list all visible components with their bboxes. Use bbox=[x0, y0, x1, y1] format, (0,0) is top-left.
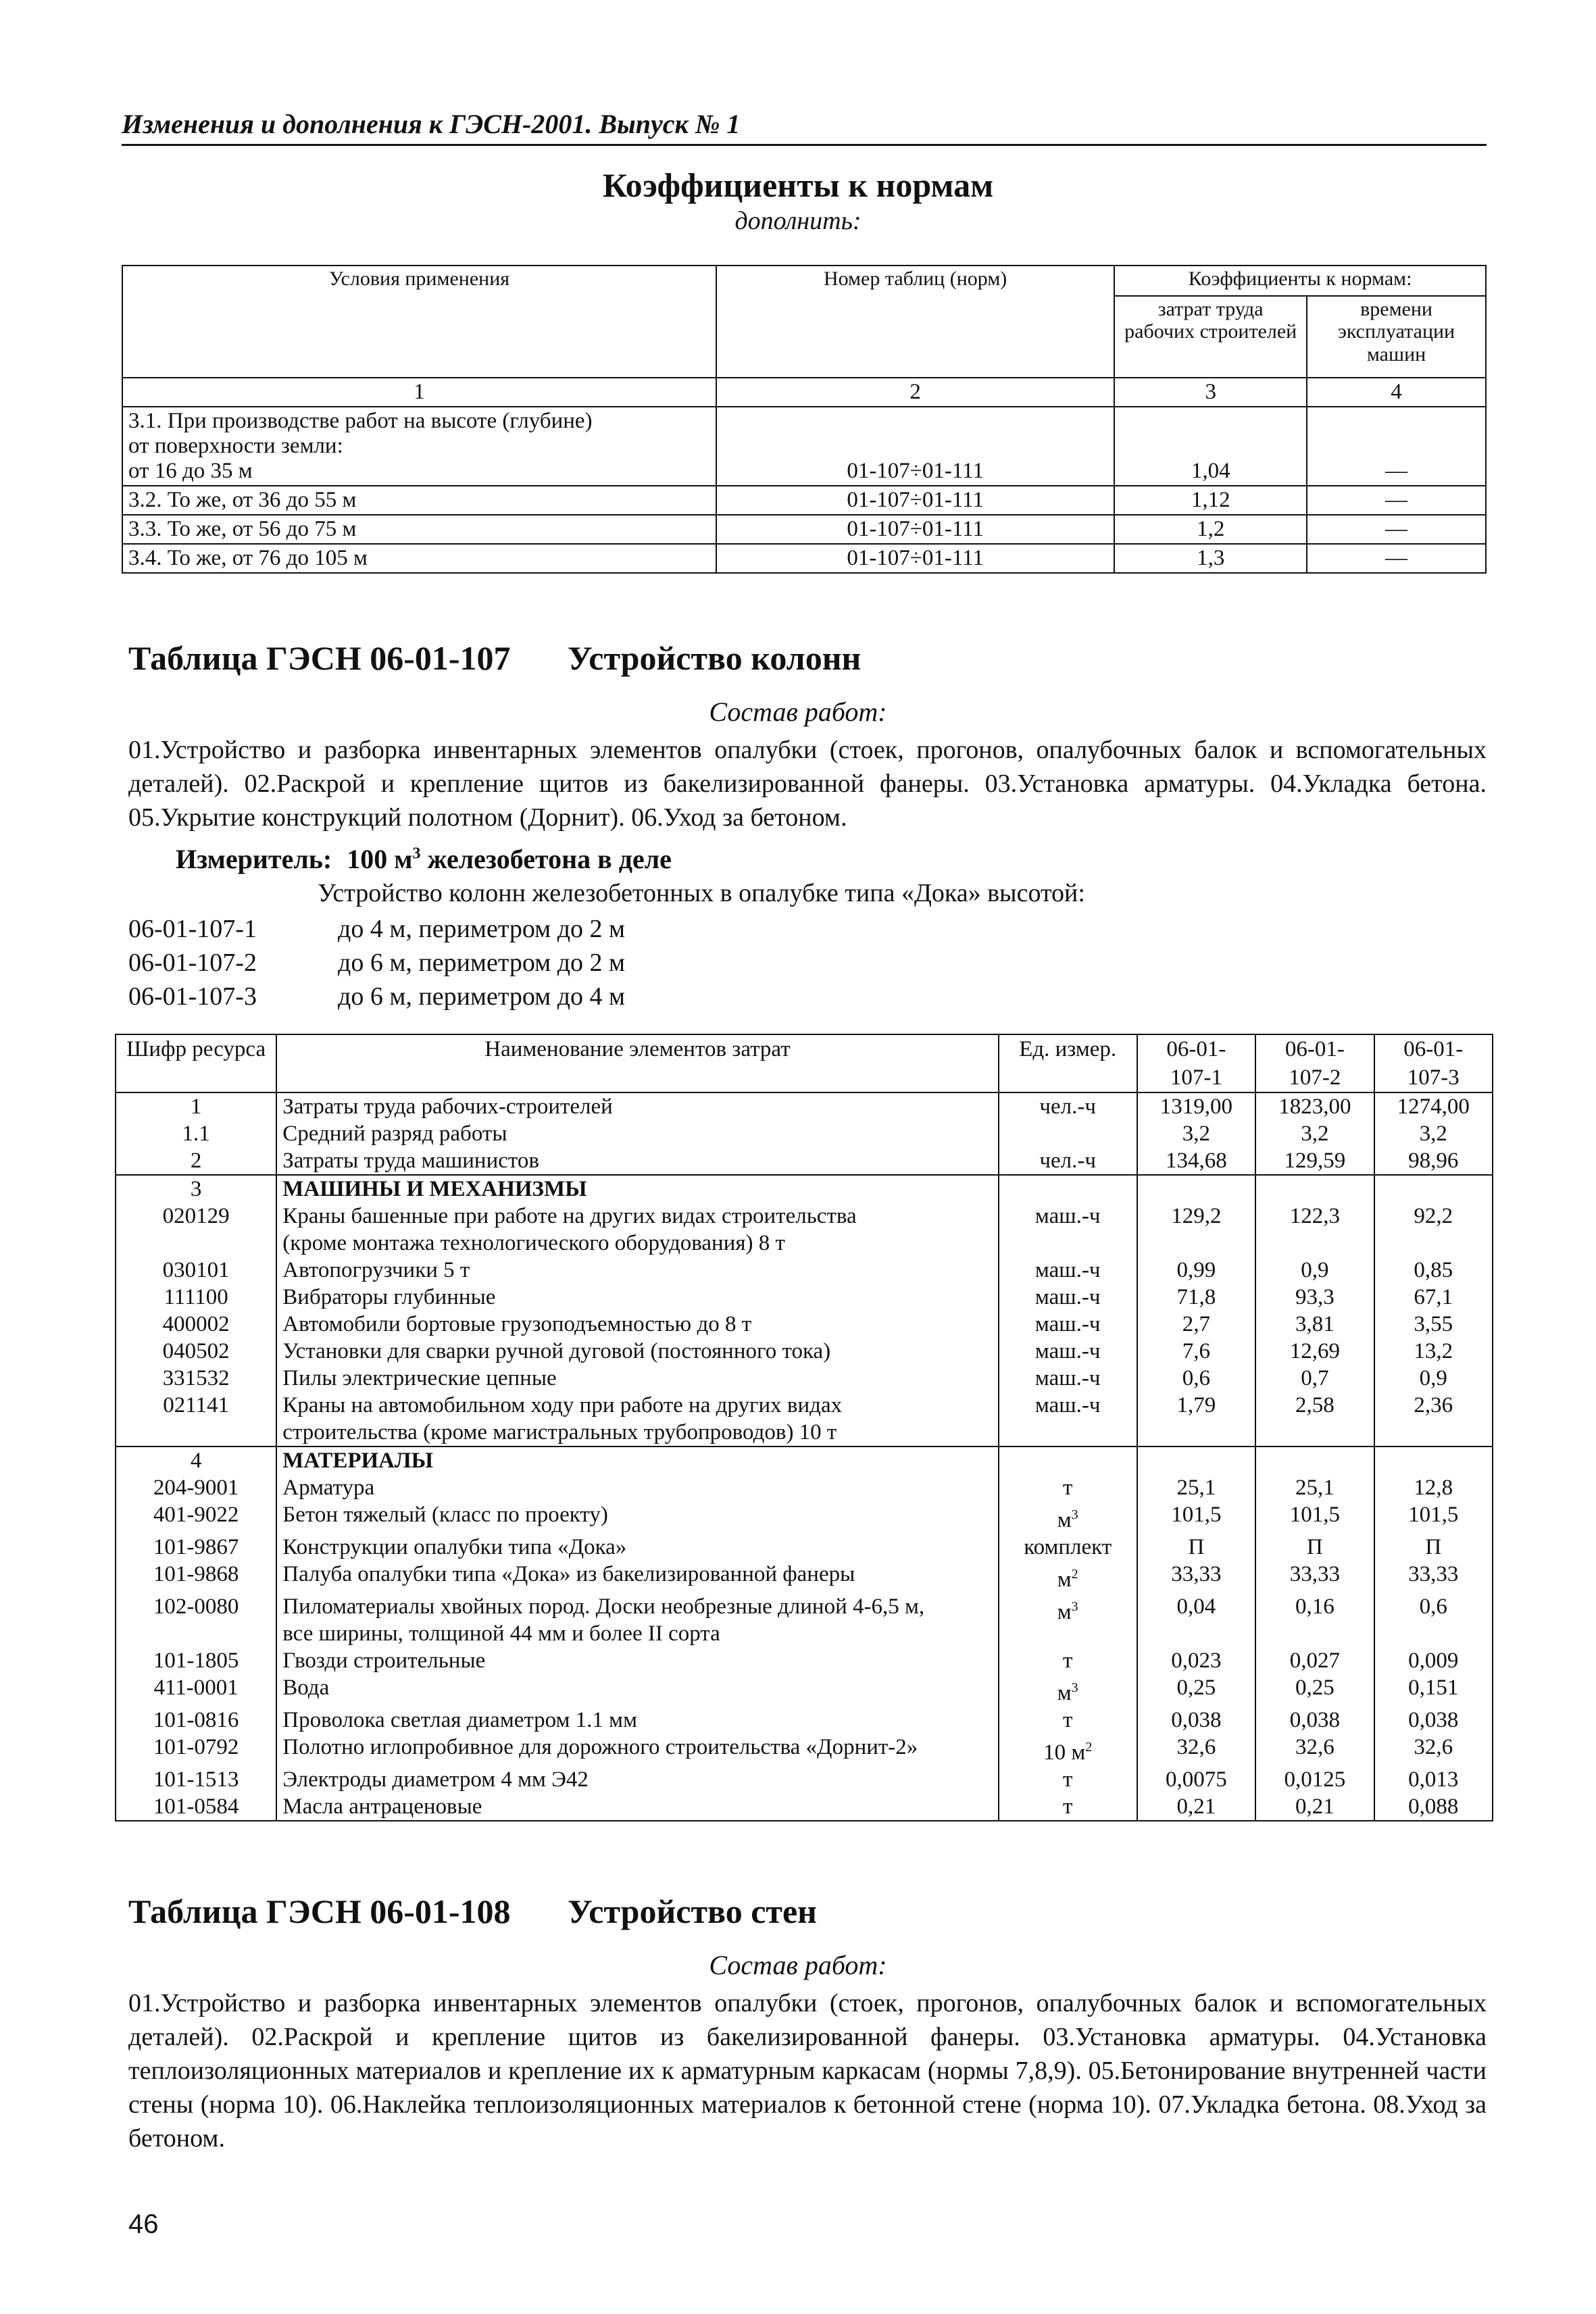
resource-name-line: МАТЕРИАЛЫ bbox=[282, 1449, 433, 1473]
table-108-code: Таблица ГЭСН 06-01-108 bbox=[128, 1892, 511, 1930]
resource-unit bbox=[999, 1338, 1137, 1365]
res-header-name: Наименование элементов затрат bbox=[276, 1034, 998, 1092]
resource-code: 331532 bbox=[116, 1365, 276, 1392]
resource-code: 401-9022 bbox=[116, 1501, 276, 1534]
variant-code: 06-01-107-3 bbox=[128, 982, 257, 1011]
coef-col-number: 2 bbox=[716, 378, 1114, 407]
coef-condition bbox=[122, 407, 716, 486]
resource-unit bbox=[999, 1534, 1137, 1561]
resource-row bbox=[116, 1311, 1493, 1338]
coef-table-no: 01-107÷01-111 bbox=[716, 407, 1114, 486]
table-108-name: Устройство стен bbox=[568, 1892, 817, 1930]
resource-name-line: Автомобили бортовые грузоподъемностью до 8 т bbox=[282, 1312, 752, 1336]
resource-value-3: 32,6 bbox=[1374, 1734, 1493, 1766]
resources-table bbox=[115, 1034, 1493, 1821]
variant-text: до 6 м, периметром до 2 м bbox=[338, 949, 626, 977]
resource-unit-text: м bbox=[1057, 1567, 1072, 1592]
resource-value-2: 1823,00 bbox=[1255, 1092, 1374, 1120]
resource-unit bbox=[999, 1284, 1137, 1311]
resource-name bbox=[276, 1674, 998, 1707]
resource-row bbox=[116, 1147, 1493, 1175]
resource-name-line: Краны на автомобильном ходу при работе на других видах bbox=[282, 1393, 843, 1417]
coef-machines: — bbox=[1307, 515, 1486, 544]
resource-unit-sup: 3 bbox=[1071, 1680, 1078, 1695]
resource-value-1: 33,33 bbox=[1137, 1561, 1255, 1593]
resource-value-3: 0,009 bbox=[1374, 1647, 1493, 1674]
resource-name bbox=[276, 1284, 998, 1311]
coef-table-no: 01-107÷01-111 bbox=[716, 544, 1114, 573]
resource-value-3: 0,151 bbox=[1374, 1674, 1493, 1707]
resource-unit bbox=[999, 1501, 1137, 1534]
resource-value-1: 0,21 bbox=[1137, 1793, 1255, 1821]
izmeritel-sup: 3 bbox=[412, 845, 421, 863]
res-header-v3-line2: 107-3 bbox=[1407, 1065, 1460, 1090]
resource-row bbox=[116, 1338, 1493, 1365]
variant-row bbox=[128, 946, 625, 980]
resource-value-2: 2,58 bbox=[1255, 1392, 1374, 1447]
resource-value-2: 122,3 bbox=[1255, 1203, 1374, 1257]
resource-code: 400002 bbox=[116, 1311, 276, 1338]
resource-unit bbox=[999, 1311, 1137, 1338]
resource-unit-text: маш.-ч bbox=[1034, 1366, 1101, 1390]
resource-unit-text: маш.-ч bbox=[1034, 1393, 1101, 1417]
resource-unit-text: т bbox=[1062, 1708, 1073, 1732]
resource-unit-text: т bbox=[1062, 1649, 1073, 1673]
resource-value-1: 1,79 bbox=[1137, 1392, 1255, 1447]
resource-code: 101-0584 bbox=[116, 1793, 276, 1821]
resource-value-3: 2,36 bbox=[1374, 1392, 1493, 1447]
table-107-sostav-title: Состав работ: bbox=[709, 697, 887, 727]
resource-code: 101-9868 bbox=[116, 1561, 276, 1593]
resource-value-3: 67,1 bbox=[1374, 1284, 1493, 1311]
res-header-v1-line1: 06-01- bbox=[1166, 1037, 1226, 1061]
resource-code: 040502 bbox=[116, 1338, 276, 1365]
resource-value-1: 0,25 bbox=[1137, 1674, 1255, 1707]
resource-name bbox=[276, 1647, 998, 1674]
resource-row bbox=[116, 1561, 1493, 1593]
resource-value-2: 0,038 bbox=[1255, 1707, 1374, 1734]
resource-name-line: Пиломатериалы хвойных пород. Доски необрезные длиной 4-6,5 м, bbox=[282, 1594, 925, 1619]
coef-subtitle: дополнить: bbox=[734, 207, 862, 235]
resource-name-line: Краны башенные при работе на других видах строительства bbox=[282, 1204, 857, 1228]
resource-name-line: строительства (кроме магистральных трубопроводов) 10 т bbox=[282, 1420, 837, 1444]
resource-row bbox=[116, 1766, 1493, 1793]
resource-unit bbox=[999, 1365, 1137, 1392]
variant-text: до 4 м, периметром до 2 м bbox=[338, 915, 626, 943]
resource-row bbox=[116, 1474, 1493, 1501]
resource-value-1: 0,6 bbox=[1137, 1365, 1255, 1392]
coef-condition-line: 3.1. При производстве работ на высоте (глубине) bbox=[128, 408, 593, 433]
resource-name-line: Установки для сварки ручной дуговой (постоянного тока) bbox=[282, 1339, 831, 1363]
resource-name-line: Затраты труда рабочих-строителей bbox=[282, 1095, 613, 1119]
res-header-v2-line1: 06-01- bbox=[1285, 1037, 1345, 1061]
resource-value-2: 0,027 bbox=[1255, 1647, 1374, 1674]
resource-name-line: все ширины, толщиной 44 мм и более II сорта bbox=[282, 1621, 720, 1646]
izmeritel bbox=[176, 843, 672, 875]
resource-unit bbox=[999, 1392, 1137, 1447]
coef-header-labor: затрат труда рабочих строителей bbox=[1114, 296, 1307, 378]
coef-labor: 1,2 bbox=[1114, 515, 1307, 544]
coef-condition-line: 3.2. То же, от 36 до 55 м bbox=[128, 487, 357, 512]
coef-condition bbox=[122, 486, 716, 515]
resource-name-line: Автопогрузчики 5 т bbox=[282, 1258, 470, 1282]
resource-group-row bbox=[116, 1447, 1493, 1474]
resource-value-2: 0,16 bbox=[1255, 1593, 1374, 1647]
coef-header-conditions: Условия применения bbox=[122, 266, 716, 378]
coef-title: Коэффициенты к нормам bbox=[602, 166, 994, 204]
resource-value-3: 33,33 bbox=[1374, 1561, 1493, 1593]
resource-name-line: Гвозди строительные bbox=[282, 1649, 486, 1673]
resource-value-1: 71,8 bbox=[1137, 1284, 1255, 1311]
resource-value-2 bbox=[1255, 1447, 1374, 1474]
resource-unit bbox=[999, 1257, 1137, 1284]
resource-value-3: 0,013 bbox=[1374, 1766, 1493, 1793]
resource-value-2: П bbox=[1255, 1534, 1374, 1561]
resource-value-2: 3,81 bbox=[1255, 1311, 1374, 1338]
resource-code: 101-1805 bbox=[116, 1647, 276, 1674]
resource-value-1: 2,7 bbox=[1137, 1311, 1255, 1338]
res-header-v1 bbox=[1137, 1034, 1255, 1092]
resource-unit bbox=[999, 1593, 1137, 1647]
resource-unit bbox=[999, 1647, 1137, 1674]
resource-name bbox=[276, 1311, 998, 1338]
res-header-v3-line1: 06-01- bbox=[1403, 1037, 1464, 1061]
resource-row bbox=[116, 1501, 1493, 1534]
resource-value-2: 0,21 bbox=[1255, 1793, 1374, 1821]
resource-value-2: 0,7 bbox=[1255, 1365, 1374, 1392]
resource-value-3: 101,5 bbox=[1374, 1501, 1493, 1534]
resource-unit-sup: 2 bbox=[1071, 1567, 1078, 1582]
resource-value-1 bbox=[1137, 1447, 1255, 1474]
coef-condition bbox=[122, 515, 716, 544]
resource-code: 2 bbox=[116, 1147, 276, 1175]
resource-unit bbox=[999, 1092, 1137, 1120]
resource-value-2: 101,5 bbox=[1255, 1501, 1374, 1534]
resource-value-3: 12,8 bbox=[1374, 1474, 1493, 1501]
resource-code: 101-0816 bbox=[116, 1707, 276, 1734]
resource-name bbox=[276, 1365, 998, 1392]
resource-value-3: 0,088 bbox=[1374, 1793, 1493, 1821]
resource-name bbox=[276, 1766, 998, 1793]
resource-row bbox=[116, 1674, 1493, 1707]
running-head: Изменения и дополнения к ГЭСН-2001. Выпуск № 1 bbox=[122, 108, 1487, 146]
resource-value-1: П bbox=[1137, 1534, 1255, 1561]
resource-name bbox=[276, 1092, 998, 1120]
resource-value-3 bbox=[1374, 1447, 1493, 1474]
page-number: 46 bbox=[128, 2209, 159, 2239]
res-header-v3 bbox=[1374, 1034, 1493, 1092]
coef-labor: 1,04 bbox=[1114, 407, 1307, 486]
resource-value-3: 92,2 bbox=[1374, 1203, 1493, 1257]
coef-row bbox=[122, 515, 1486, 544]
resource-row bbox=[116, 1593, 1493, 1647]
resource-unit bbox=[999, 1474, 1137, 1501]
resource-name bbox=[276, 1593, 998, 1647]
resource-unit-text: т bbox=[1062, 1476, 1073, 1500]
resource-value-3 bbox=[1374, 1175, 1493, 1203]
resource-value-2: 25,1 bbox=[1255, 1474, 1374, 1501]
resource-unit bbox=[999, 1447, 1137, 1474]
resource-code: 3 bbox=[116, 1175, 276, 1203]
resource-value-1: 0,04 bbox=[1137, 1593, 1255, 1647]
resource-value-2: 129,59 bbox=[1255, 1147, 1374, 1175]
resource-value-2: 33,33 bbox=[1255, 1561, 1374, 1593]
resource-value-1: 3,2 bbox=[1137, 1120, 1255, 1147]
resource-name bbox=[276, 1392, 998, 1447]
resource-code: 101-0792 bbox=[116, 1734, 276, 1766]
resource-code: 030101 bbox=[116, 1257, 276, 1284]
resource-name-line: Электроды диаметром 4 мм Э42 bbox=[282, 1767, 589, 1792]
resource-name-line: Арматура bbox=[282, 1476, 375, 1500]
resource-name-line: Вибраторы глубинные bbox=[282, 1285, 496, 1309]
table-107-code: Таблица ГЭСН 06-01-107 bbox=[128, 639, 511, 677]
resource-value-1 bbox=[1137, 1175, 1255, 1203]
resource-unit-text: м bbox=[1057, 1681, 1072, 1705]
variant-text: до 6 м, периметром до 4 м bbox=[338, 982, 626, 1011]
coef-labor: 1,3 bbox=[1114, 544, 1307, 573]
resource-value-2: 0,25 bbox=[1255, 1674, 1374, 1707]
resource-unit-text: маш.-ч bbox=[1034, 1285, 1101, 1309]
coef-condition bbox=[122, 544, 716, 573]
resource-value-2: 3,2 bbox=[1255, 1120, 1374, 1147]
resource-unit-text: маш.-ч bbox=[1034, 1312, 1101, 1336]
resource-unit-sup: 2 bbox=[1085, 1740, 1093, 1755]
resource-row bbox=[116, 1707, 1493, 1734]
res-header-v1-line2: 107-1 bbox=[1170, 1065, 1222, 1090]
resource-row bbox=[116, 1203, 1493, 1257]
resource-row bbox=[116, 1284, 1493, 1311]
resource-unit-text: чел.-ч bbox=[1039, 1149, 1096, 1173]
resource-code: 021141 bbox=[116, 1392, 276, 1447]
resource-row bbox=[116, 1092, 1493, 1120]
coef-machines: — bbox=[1307, 407, 1486, 486]
resource-value-1: 1319,00 bbox=[1137, 1092, 1255, 1120]
resource-unit-sup: 3 bbox=[1071, 1507, 1078, 1522]
resource-name bbox=[276, 1175, 998, 1203]
resource-value-3: 1274,00 bbox=[1374, 1092, 1493, 1120]
resource-name bbox=[276, 1534, 998, 1561]
variants-list bbox=[128, 912, 625, 1013]
variant-code: 06-01-107-1 bbox=[128, 915, 257, 943]
coef-condition-line: от поверхности земли: bbox=[128, 433, 343, 458]
coef-col-number: 4 bbox=[1307, 378, 1486, 407]
resource-value-2: 12,69 bbox=[1255, 1338, 1374, 1365]
table-107-heading bbox=[128, 638, 861, 678]
res-header-v2-line2: 107-2 bbox=[1289, 1065, 1341, 1090]
resource-name bbox=[276, 1338, 998, 1365]
izmeritel-label: Измеритель: bbox=[176, 844, 332, 874]
resource-unit-text: м bbox=[1057, 1600, 1072, 1624]
resource-code: 411-0001 bbox=[116, 1674, 276, 1707]
variants-title: Устройство колонн железобетонных в опалубке типа «Дока» высотой: bbox=[318, 879, 1085, 907]
coef-condition-line: от 16 до 35 м bbox=[128, 458, 253, 483]
res-header-v2 bbox=[1255, 1034, 1374, 1092]
resource-name-line: (кроме монтажа технологического оборудования) 8 т bbox=[282, 1231, 785, 1255]
resource-code: 1.1 bbox=[116, 1120, 276, 1147]
resource-value-3: 98,96 bbox=[1374, 1147, 1493, 1175]
resource-unit-text: маш.-ч bbox=[1034, 1258, 1101, 1282]
resource-unit-sup: 3 bbox=[1071, 1599, 1078, 1614]
coef-machines: — bbox=[1307, 544, 1486, 573]
resource-code: 4 bbox=[116, 1447, 276, 1474]
resource-value-1: 129,2 bbox=[1137, 1203, 1255, 1257]
coef-header-machines: времени эксплуатации машин bbox=[1307, 296, 1486, 378]
resource-name-line: Пилы электрические цепные bbox=[282, 1366, 557, 1390]
resource-row bbox=[116, 1365, 1493, 1392]
resource-unit bbox=[999, 1120, 1137, 1147]
coef-table-no: 01-107÷01-111 bbox=[716, 486, 1114, 515]
izmeritel-rest: железобетона в деле bbox=[420, 844, 672, 874]
resource-value-1: 0,023 bbox=[1137, 1647, 1255, 1674]
resource-name bbox=[276, 1447, 998, 1474]
res-header-code: Шифр ресурса bbox=[116, 1034, 276, 1092]
coef-labor: 1,12 bbox=[1114, 486, 1307, 515]
resource-value-3: 13,2 bbox=[1374, 1338, 1493, 1365]
resource-value-1: 101,5 bbox=[1137, 1501, 1255, 1534]
variant-code: 06-01-107-2 bbox=[128, 949, 257, 977]
variant-row bbox=[128, 912, 625, 946]
coef-row bbox=[122, 544, 1486, 573]
resource-code: 101-1513 bbox=[116, 1766, 276, 1793]
resource-value-2: 0,0125 bbox=[1255, 1766, 1374, 1793]
resource-unit-text: маш.-ч bbox=[1034, 1339, 1101, 1363]
table-107-name: Устройство колонн bbox=[568, 639, 862, 677]
coef-row bbox=[122, 407, 1486, 486]
resource-unit-text: маш.-ч bbox=[1034, 1204, 1101, 1228]
resource-name-line: Затраты труда машинистов bbox=[282, 1149, 539, 1173]
resource-value-3: 0,6 bbox=[1374, 1593, 1493, 1647]
resource-value-2: 0,9 bbox=[1255, 1257, 1374, 1284]
resource-name-line: Палуба опалубки типа «Дока» из бакелизированной фанеры bbox=[282, 1562, 855, 1586]
resource-unit bbox=[999, 1147, 1137, 1175]
resource-value-2: 93,3 bbox=[1255, 1284, 1374, 1311]
resource-value-3: 0,9 bbox=[1374, 1365, 1493, 1392]
resource-code: 204-9001 bbox=[116, 1474, 276, 1501]
resource-name bbox=[276, 1734, 998, 1766]
res-header-unit: Ед. измер. bbox=[999, 1034, 1137, 1092]
coef-header-table-no: Номер таблиц (норм) bbox=[716, 266, 1114, 378]
coef-table bbox=[122, 265, 1487, 574]
coef-header-coefs: Коэффициенты к нормам: bbox=[1114, 266, 1486, 296]
resource-row bbox=[116, 1793, 1493, 1821]
resource-name bbox=[276, 1147, 998, 1175]
resource-code: 1 bbox=[116, 1092, 276, 1120]
table-108-sostav-text: 01.Устройство и разборка инвентарных элементов опалубки (стоек, прогонов, опалубочных балок и вспомогательных деталей). 02.Раскрой и крепление щитов из бакелизированной фанеры. 03.Установка арматуры. 04.Установка теплоизоляционных материалов и крепление их к арматурным каркасам (нормы 7,8,9). 05.Бетонирование внутренней части стены (норма 10). 06.Наклейка теплоизоляционных материалов к бетонной стене (норма 10). 07.Укладка бетона. 08.Уход за бетоном. bbox=[128, 1989, 1487, 2153]
resource-name-line: Вода bbox=[282, 1676, 330, 1700]
variant-row bbox=[128, 980, 625, 1013]
table-108-heading bbox=[128, 1892, 817, 1931]
coef-col-number: 1 bbox=[122, 378, 716, 407]
resource-value-3: 0,85 bbox=[1374, 1257, 1493, 1284]
coef-row bbox=[122, 486, 1486, 515]
table-107-sostav-text: 01.Устройство и разборка инвентарных элементов опалубки (стоек, прогонов, опалубочных балок и вспомогательных деталей). 02.Раскрой и крепление щитов из бакелизированной фанеры. 03.Установка арматуры. 04.Укладка бетона. 05.Укрытие конструкций полотном (Дорнит). 06.Уход за бетоном. bbox=[128, 736, 1487, 832]
resource-value-1: 25,1 bbox=[1137, 1474, 1255, 1501]
resource-name bbox=[276, 1257, 998, 1284]
resource-value-1: 32,6 bbox=[1137, 1734, 1255, 1766]
coef-condition-line: 3.4. То же, от 76 до 105 м bbox=[128, 545, 368, 570]
resource-row bbox=[116, 1534, 1493, 1561]
resource-unit-text: т bbox=[1062, 1794, 1073, 1819]
resource-row bbox=[116, 1734, 1493, 1766]
coef-col-number: 3 bbox=[1114, 378, 1307, 407]
resource-name-line: Бетон тяжелый (класс по проекту) bbox=[282, 1503, 608, 1527]
resource-value-1: 134,68 bbox=[1137, 1147, 1255, 1175]
resource-code: 111100 bbox=[116, 1284, 276, 1311]
resource-unit-text: чел.-ч bbox=[1039, 1095, 1096, 1119]
table-108-sostav-title: Состав работ: bbox=[709, 1950, 887, 1980]
resource-code: 020129 bbox=[116, 1203, 276, 1257]
resource-unit bbox=[999, 1561, 1137, 1593]
resource-row bbox=[116, 1257, 1493, 1284]
resource-value-3: П bbox=[1374, 1534, 1493, 1561]
resource-unit bbox=[999, 1734, 1137, 1766]
resource-value-3: 3,55 bbox=[1374, 1311, 1493, 1338]
resource-name-line: МАШИНЫ И МЕХАНИЗМЫ bbox=[282, 1177, 587, 1201]
resource-row bbox=[116, 1647, 1493, 1674]
resource-unit-text: комплект bbox=[1024, 1535, 1112, 1559]
coef-table-no: 01-107÷01-111 bbox=[716, 515, 1114, 544]
resource-unit-text: т bbox=[1062, 1767, 1073, 1792]
resource-unit bbox=[999, 1203, 1137, 1257]
resource-unit bbox=[999, 1766, 1137, 1793]
izmeritel-value: 100 м bbox=[347, 844, 413, 874]
resource-code: 102-0080 bbox=[116, 1593, 276, 1647]
resource-row bbox=[116, 1120, 1493, 1147]
resource-group-row bbox=[116, 1175, 1493, 1203]
resource-value-1: 0,99 bbox=[1137, 1257, 1255, 1284]
resource-name-line: Конструкции опалубки типа «Дока» bbox=[282, 1535, 627, 1559]
resource-unit bbox=[999, 1793, 1137, 1821]
resource-name bbox=[276, 1203, 998, 1257]
resource-name bbox=[276, 1474, 998, 1501]
resource-value-1: 7,6 bbox=[1137, 1338, 1255, 1365]
resource-name-line: Проволока светлая диаметром 1.1 мм bbox=[282, 1708, 637, 1732]
resource-unit bbox=[999, 1707, 1137, 1734]
resource-name bbox=[276, 1120, 998, 1147]
resource-unit bbox=[999, 1674, 1137, 1707]
resource-name bbox=[276, 1501, 998, 1534]
resource-name bbox=[276, 1561, 998, 1593]
resource-name-line: Полотно иглопробивное для дорожного строительства «Дорнит-2» bbox=[282, 1735, 918, 1759]
resource-name bbox=[276, 1793, 998, 1821]
resource-value-3: 0,038 bbox=[1374, 1707, 1493, 1734]
resource-unit-text: м bbox=[1057, 1508, 1072, 1532]
resource-code: 101-9867 bbox=[116, 1534, 276, 1561]
resource-row bbox=[116, 1392, 1493, 1447]
resource-value-1: 0,0075 bbox=[1137, 1766, 1255, 1793]
resource-value-2 bbox=[1255, 1175, 1374, 1203]
resource-unit bbox=[999, 1175, 1137, 1203]
resource-name-line: Масла антраценовые bbox=[282, 1794, 482, 1819]
resource-value-1: 0,038 bbox=[1137, 1707, 1255, 1734]
resource-value-3: 3,2 bbox=[1374, 1120, 1493, 1147]
coef-machines: — bbox=[1307, 486, 1486, 515]
coef-condition-line: 3.3. То же, от 56 до 75 м bbox=[128, 516, 357, 541]
resource-name-line: Средний разряд работы bbox=[282, 1122, 507, 1146]
resource-name bbox=[276, 1707, 998, 1734]
resource-value-2: 32,6 bbox=[1255, 1734, 1374, 1766]
resource-unit-text: 10 м bbox=[1043, 1740, 1086, 1765]
